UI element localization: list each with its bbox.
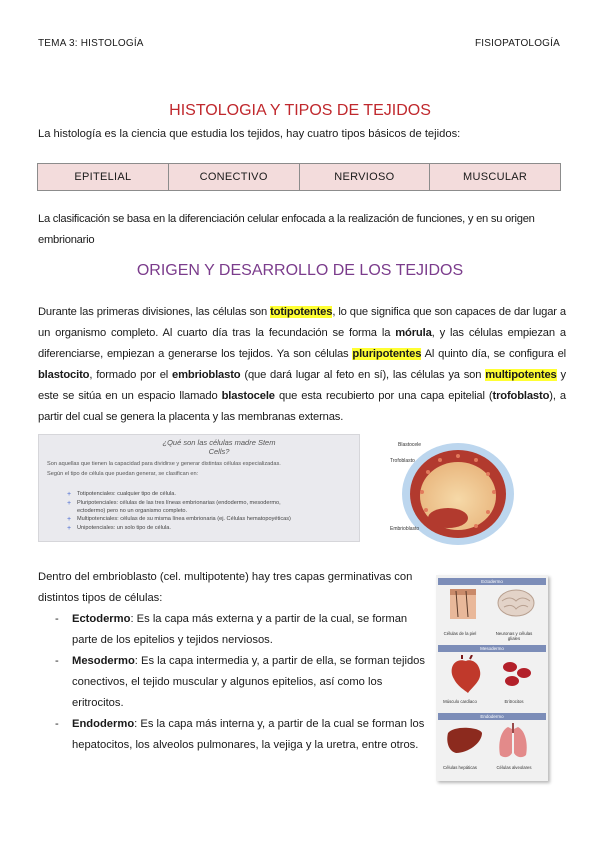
- classification-text: La clasificación se basa en la diferenciación celular enfocada a la realización de funciones, y en su origen embrionario: [38, 213, 535, 246]
- term-trofoblasto: trofoblasto: [492, 390, 550, 402]
- band-endodermo: Endodermo: [438, 713, 546, 720]
- tissue-types-table: [37, 163, 561, 191]
- layer-text: : Es la capa más externa y a partir de la cual, se forman parte de los epitelios y tejidos nerviosos.: [72, 613, 408, 646]
- band-ectodermo: Ectodermo: [438, 578, 546, 585]
- para-text: Durante las primeras divisiones, las células son: [38, 306, 271, 318]
- stem-item: Multipotenciales: células de su misma línea embrionaria (ej. Células hematopoyéticas): [77, 516, 291, 522]
- header-right: FISIOPATOLOGÍA: [474, 38, 560, 49]
- list-item: [55, 651, 425, 714]
- caption-eritrocitos: Eritrocitos: [504, 699, 524, 704]
- para-text: Al quinto día, se configura el: [421, 348, 566, 360]
- caption-musculo: Músculo cardíaco: [443, 699, 477, 704]
- para-text: , y las células empiezan a diferenciarse, empiezan a generarse los tejidos. Ya son células: [38, 327, 566, 360]
- bullet-dash: -: [55, 613, 59, 625]
- band-mesodermo: Mesodermo: [438, 645, 546, 652]
- caption-piel: Células de la piel: [443, 631, 477, 636]
- para-text: , formado por el: [89, 369, 173, 381]
- para-text: y este se sitúa en un espacio llamado: [38, 369, 566, 402]
- origin-paragraph: [38, 302, 566, 428]
- para-text: ), a partir del cual se genera la placenta y las membranas externas.: [38, 390, 566, 423]
- tissue-type-muscular: MUSCULAR: [430, 164, 561, 191]
- bullet-dash: -: [55, 718, 59, 730]
- caption-alveolares: Células alveolares: [496, 765, 532, 770]
- blastocyst-image: [388, 432, 518, 548]
- plus-icon: +: [67, 525, 72, 532]
- layer-text: : Es la capa más interna y, a partir de la cual se forman los hepatocitos, los alveolos pulmonares, la vejiga y la uretra, entre otros.: [72, 718, 425, 751]
- title-histologia: HISTOLOGIA Y TIPOS DE TEJIDOS: [169, 102, 431, 119]
- term-blastocele: blastocele: [221, 390, 275, 402]
- stem-item: Unipotenciales: un solo tipo de célula.: [77, 525, 171, 531]
- term-morula: mórula: [395, 327, 432, 339]
- stem-item: Pluripotenciales: células de las tres líneas embrionarias (endodermo, mesodermo,: [77, 500, 281, 506]
- label-blastocele: Blastocele: [398, 442, 422, 448]
- plus-icon: +: [67, 516, 72, 523]
- germ-layers-list: [55, 609, 425, 756]
- title-origen: ORIGEN Y DESARROLLO DE LOS TEJIDOS: [136, 262, 464, 279]
- caption-neuronas: Neuronas y células gliales: [495, 631, 533, 641]
- plus-icon: +: [67, 491, 72, 498]
- list-item: [55, 609, 425, 651]
- layer-name: Mesodermo: [72, 655, 135, 667]
- term-multipotentes: multipotentes: [485, 369, 557, 381]
- term-blastocito: blastocito: [38, 369, 90, 381]
- header-left: TEMA 3: HISTOLOGÍA: [38, 38, 144, 49]
- para-text: (que dará lugar al feto en sí), las células ya son: [240, 369, 486, 381]
- label-trofoblasto: Trofoblasto: [390, 458, 415, 464]
- endo-illustrations: [444, 723, 540, 763]
- label-embrioblasto: Embrioblasto: [390, 526, 420, 532]
- stem-line: Son aquellas que tienen la capacidad para dividirse y generar distintas células especializadas.: [47, 461, 281, 467]
- stem-cells-image: [38, 434, 360, 542]
- term-embrioblasto: embrioblasto: [172, 369, 241, 381]
- para-text: , lo que significa que son capaces de dar lugar a un organismo completo. Al cuarto día tras la fecundación se forma la: [38, 306, 566, 339]
- layer-name: Ectodermo: [72, 613, 131, 625]
- germ-layers-image: [436, 575, 548, 781]
- plus-icon: +: [67, 500, 72, 507]
- bullet-dash: -: [55, 655, 59, 667]
- germ-intro: Dentro del embrioblasto (cel. multipotente) hay tres capas germinativas con distintos tipos de células:: [38, 571, 413, 604]
- stem-item: ectodermo) pero no un organismo completo.: [77, 508, 188, 514]
- stem-question: ¿Qué son las células madre Stem Cells?: [162, 438, 276, 456]
- blastocyst-illustration: [388, 432, 518, 548]
- meso-illustrations: [444, 655, 540, 695]
- ecto-illustrations: [444, 587, 540, 627]
- para-text: que esta recubierto por una capa epitelial (: [274, 390, 493, 402]
- layer-text: : Es la capa intermedia y, a partir de ella, se forman tejidos conectivos, el tejido muscular y algunos epitelios, así como los eritrocitos.: [72, 655, 425, 709]
- caption-hepaticas: Células hepáticas: [443, 765, 477, 770]
- term-pluripotentes: pluripotentes: [352, 348, 422, 360]
- intro-text: La histología es la ciencia que estudia los tejidos, hay cuatro tipos básicos de tejidos:: [38, 128, 461, 140]
- term-totipotentes: totipotentes: [270, 306, 333, 318]
- tissue-type-epitelial: EPITELIAL: [38, 164, 169, 191]
- layer-name: Endodermo: [72, 718, 135, 730]
- tissue-type-nervioso: NERVIOSO: [299, 164, 430, 191]
- list-item: [55, 714, 425, 756]
- tissue-type-conectivo: CONECTIVO: [168, 164, 299, 191]
- stem-item: Totipotenciales: cualquier tipo de célula.: [77, 491, 176, 497]
- stem-line: Según el tipo de célula que puedan generar, se clasifican en:: [47, 471, 199, 477]
